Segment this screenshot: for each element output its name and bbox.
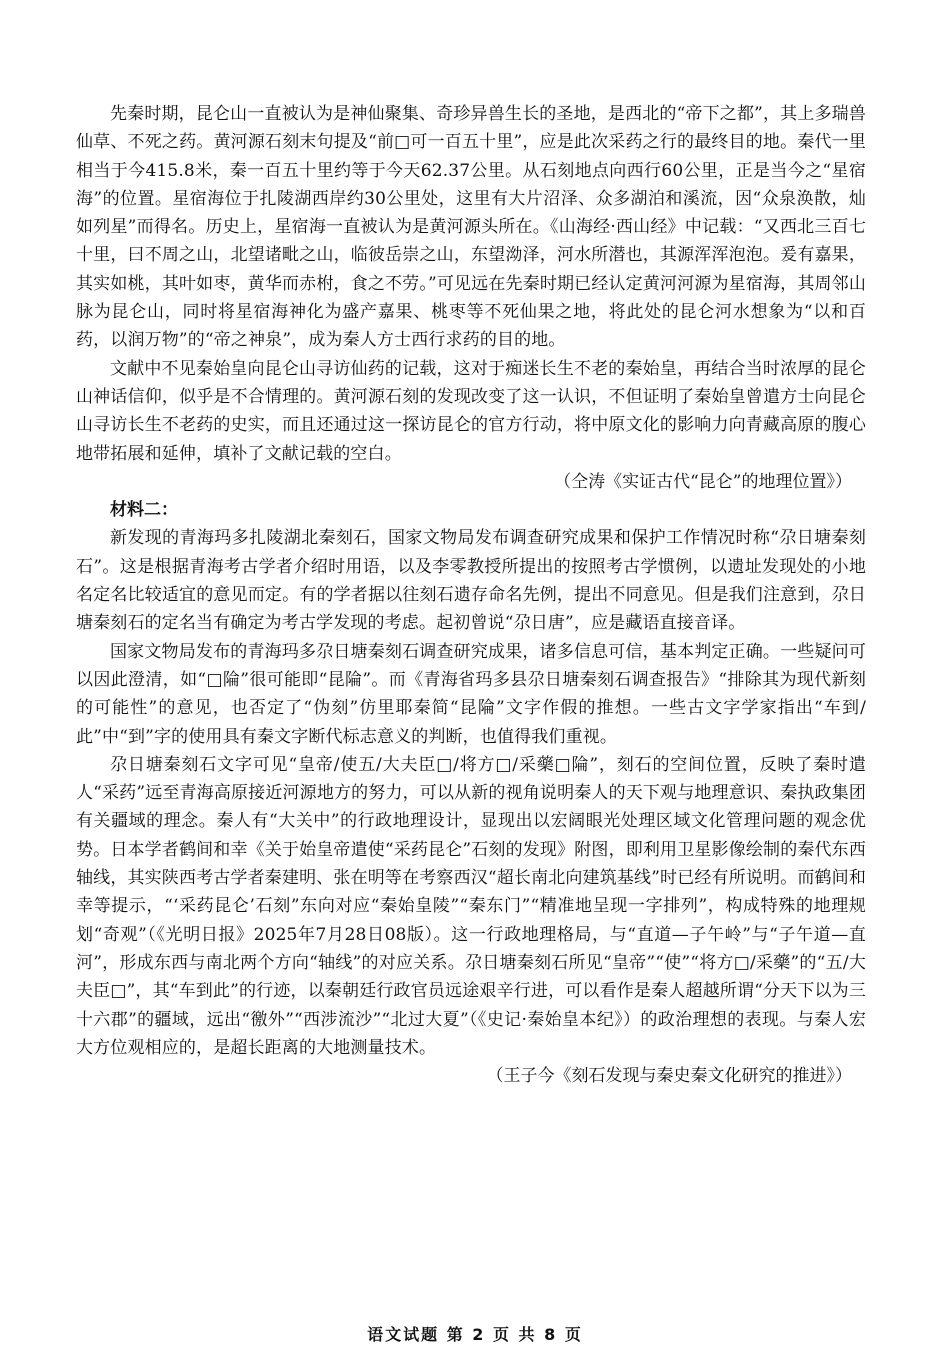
material-one-source: （仝涛《实证古代“昆仑”的地理位置》） — [554, 471, 852, 492]
material-two-paragraph-3: 尕日塘秦刻石文字可见“皇帝/使五/大夫臣□/将方□/采藥□陯”，刻石的空间位置，反映了秦时遣人“采药”远至青海高原接近河源地方的努力，可以从新的视角说明秦人的天下观与地理意识、秦执政集团有关疆域的理念。秦人有“大关中”的行政地理设计，显现出以宏阔眼光处理区域文化管理问题的观念优势。日本学者鹤间和幸《关于始皇帝遣使“采药昆仑”石刻的发现》附图，即利用卫星影像绘制的秦代东西轴线，其实陕西考古学者秦建明、张在明等在考察西汉“超长南北向建筑基线”时已经有所说明。而鹤间和幸等提示，“‘采药昆仑’石刻”东向对应“秦始皇陵”“秦东门”“精准地呈现一字排列”，构成特殊的地理规划“奇观”（《光明日报》2025年7月28日08版）。这一行政地理格局，与“直道—子午岭”与“子午道—直河”，形成东西与南北两个方向“轴线”的对应关系。尕日塘秦刻石所见“皇帝”“使”“将方□/采藥”的“五/大夫臣□”，其“车到此”的行迹，以秦朝廷行政官员远途艰辛行进，可以看作是秦人超越所谓“分天下以为三十六郡”的疆域，远出“徼外”“西涉流沙”“北过大夏”（《史记·秦始皇本纪》）的政治理想的表现。与秦人宏大方位观相应的，是超长距离的大地测量技术。 — [76, 754, 866, 1058]
document-body — [76, 100, 866, 1090]
material-two-heading: 材料二： — [110, 500, 178, 521]
material-two-paragraph-1: 新发现的青海玛多扎陵湖北秦刻石，国家文物局发布调查研究成果和保护工作情况时称“尕日塘秦刻石”。这是根据青海考古学者介绍时用语，以及李零教授所提出的按照考古学惯例，以遗址发现处的小地名定名比较适宜的意见而定。有的学者据以往刻石遗存命名先例，提出不同意见。但是我们注意到，尕日塘秦刻石的定名当有确定为考古学发现的考虑。起初曾说“尕日唐”，应是藏语直接音译。 — [76, 528, 866, 634]
material-two-source: （王子今《刻石发现与秦史秦文化研究的推进》） — [486, 1066, 852, 1087]
page-footer: 语文试题 第 2 页 共 8 页 — [367, 1325, 583, 1344]
material-one-paragraph-1: 先秦时期，昆仑山一直被认为是神仙聚集、奇珍异兽生长的圣地，是西北的“帝下之都”，其上多瑞兽仙草、不死之药。黄河源石刻末句提及“前□可一百五十里”，应是此次采药之行的最终目的地。秦代一里相当于今415.8米，秦一百五十里约等于今天62.37公里。从石刻地点向西行60公里，正是当今之“星宿海”的位置。星宿海位于扎陵湖西岸约30公里处，这里有大片沼泽、众多湖泊和溪流，因“众泉涣散，灿如列星”而得名。历史上，星宿海一直被认为是黄河源头所在。《山海经·西山经》中记载：“又西北三百七十里，曰不周之山，北望诸毗之山，临彼岳崇之山，东望泑泽，河水所潜也，其源浑浑泡泡。爰有嘉果，其实如桃，其叶如枣，黄华而赤柎，食之不劳。”可见远在先秦时期已经认定黄河河源为星宿海，其周邻山脉为昆仑山，同时将星宿海神化为盛产嘉果、桃枣等不死仙果之地，将此处的昆仑河水想象为“以和百药，以润万物”的“帝之神泉”，成为秦人方士西行求药的目的地。 — [76, 104, 866, 351]
material-two-paragraph-2: 国家文物局发布的青海玛多尕日塘秦刻石调查研究成果，诸多信息可信，基本判定正确。一些疑问可以因此澄清，如“□陯”很可能即“昆陯”。而《青海省玛多县尕日塘秦刻石调查报告》“排除其为现代新刻的可能性”的意见，也否定了“伪刻”仿里耶秦简“昆陯”文字作假的推想。一些古文字学家指出“车到/此”中“到”字的使用具有秦文字断代标志意义的判断，也值得我们重视。 — [76, 641, 866, 747]
material-one-paragraph-2: 文献中不见秦始皇向昆仑山寻访仙药的记载，这对于痴迷长生不老的秦始皇，再结合当时浓厚的昆仑山神话信仰，似乎是不合情理的。黄河源石刻的发现改变了这一认识，不但证明了秦始皇曾遣方士向昆仑山寻访长生不老药的史实，而且还通过这一探访昆仑的官方行动，将中原文化的影响力向青藏高原的腹心地带拓展和延伸，填补了文献记载的空白。 — [76, 358, 866, 464]
